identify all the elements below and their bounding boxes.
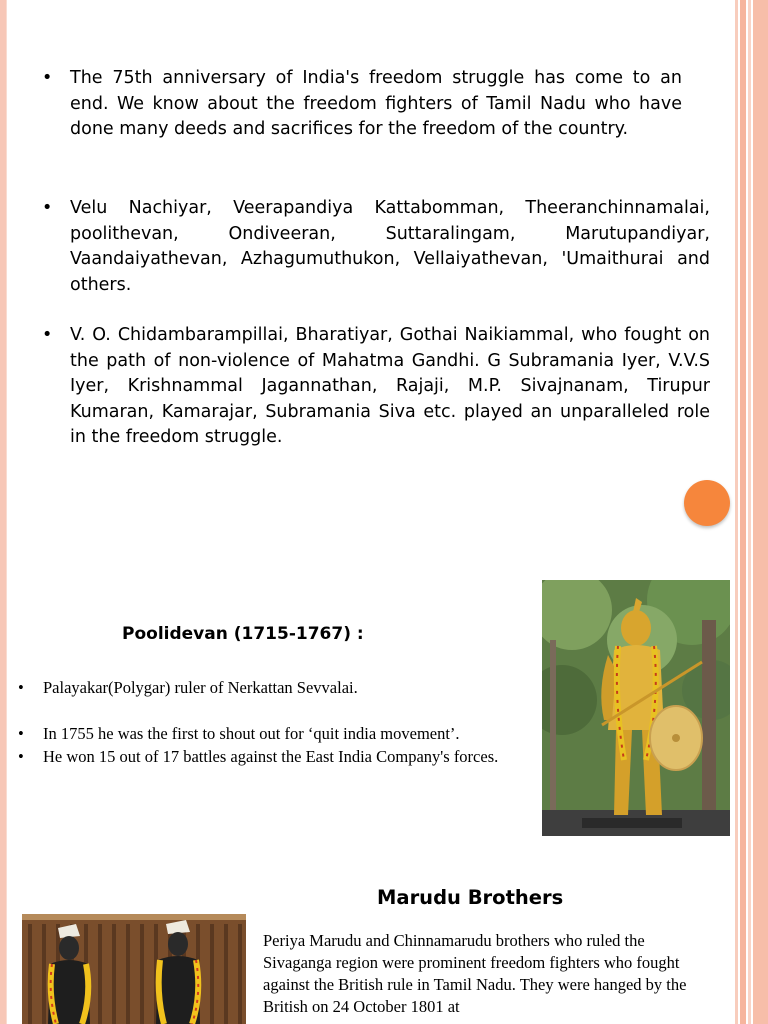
intro-bullet-list [42, 66, 710, 447]
marudu-brothers-photo [22, 914, 246, 1024]
marudu-brothers-description: Periya Marudu and Chinnamarudu brothers who ruled the Sivaganga region were prominent freedom fighters who fought against the British rule in Tamil Nadu. They were hanged by the British on 24 October 1801 at [263, 931, 687, 1016]
marudu-illustration [22, 914, 246, 1024]
bullet-text: The 75th anniversary of India's freedom struggle has come to an end. We know about the freedom fighters of Tamil Nadu who have done many deeds and sacrifices for the freedom of the country. [70, 68, 682, 139]
bullet-text: He won 15 out of 17 battles against the East India Company's forces. [43, 747, 499, 766]
intro-bullet [42, 196, 710, 298]
bullet-icon: • [18, 747, 24, 766]
statue-illustration [542, 580, 730, 836]
poolidevan-heading: Poolidevan (1715-1767) : [122, 624, 364, 644]
poolidevan-bullet [18, 677, 543, 699]
bullet-text: Velu Nachiyar, Veerapandiya Kattabomman, Theeranchinnamalai, poolithevan, Ondiveeran, Suttaralingam, Marutupandiyar, Vaandaiyathevan, Azhagumuthukon, Vellaiyathevan, 'Umaithurai and others. [70, 198, 710, 295]
intro-bullet [42, 323, 710, 451]
right-border-stripe [740, 0, 746, 1024]
bullet-icon: • [42, 198, 53, 218]
bullet-text: Palayakar(Polygar) ruler of Nerkattan Sevvalai. [43, 678, 358, 697]
bullet-icon: • [42, 68, 53, 88]
bullet-icon: • [42, 325, 53, 345]
left-border-decoration [0, 0, 6, 1024]
poolidevan-bullet [18, 723, 543, 745]
right-border-stripe [735, 0, 738, 1024]
poolidevan-bullet [18, 746, 543, 768]
bullet-icon: • [18, 724, 24, 743]
intro-bullet [42, 66, 682, 143]
bullet-text: V. O. Chidambarampillai, Bharatiyar, Gothai Naikiammal, who fought on the path of non-violence of Mahatma Gandhi. G Subramania Iyer, V.V.S Iyer, Krishnammal Jagannathan, Rajaji, M.P. Sivajnanam, Tirupur Kumaran, Kamarajar, Subramania Siva etc. played an unparalleled role in the freedom struggle. [70, 325, 710, 447]
marudu-brothers-heading: Marudu Brothers [377, 886, 564, 909]
orange-circle-decoration [684, 480, 730, 526]
poolidevan-statue-photo [542, 580, 730, 836]
bullet-text: In 1755 he was the first to shout out for ‘quit india movement’. [43, 724, 460, 743]
right-border-stripe [748, 0, 751, 1024]
right-border-stripe [753, 0, 768, 1024]
bullet-icon: • [18, 678, 24, 697]
